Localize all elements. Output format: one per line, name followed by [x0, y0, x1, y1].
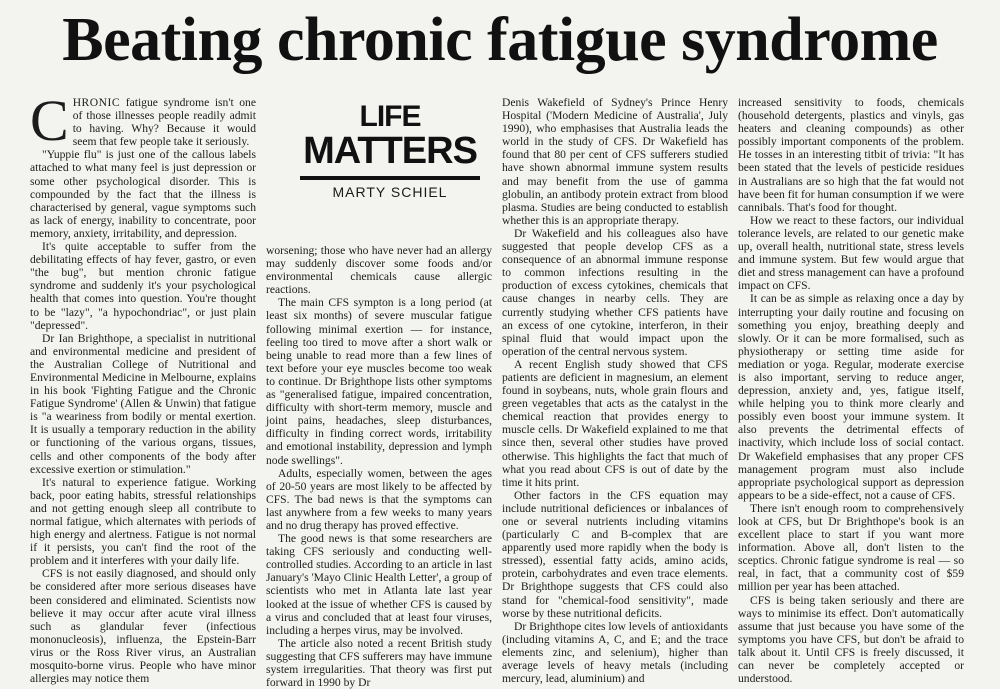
paragraph: It's natural to experience fatigue. Working back, poor eating habits, stressful relationships and not getting enough sleep all contribute to normal fatigue, which alternates with periods of high energy and alertness. Fatigue is not normal if it persists, you can't find the root of the problem and it interferes with your daily life.	[30, 475, 256, 568]
paragraph: "Yuppie flu" is just one of the callous labels attached to what many feel is just depression or some other psychological disorder. This is compounded by the fact that the illness is characterised by general, vague symptoms such as lack of energy, inability to concentrate, poor memory, anxiety, irritability, and depression.	[30, 148, 256, 240]
article-column-4	[738, 96, 964, 686]
article-column-1	[30, 88, 256, 686]
paragraph: Other factors in the CFS equation may include nutritional deficiences or inbalances of one or several nutrients including vitamins (particularly C and B-complex that are apparently used more rapidly when the body is stressed), essential fatty acids, amino acids, protein, carbohydrates and even trace elements. Dr Brighthope suggests that CFS could also stand for "chemical-food sensitivity", made worse by these nutritional deficits.	[502, 488, 728, 620]
paragraph	[30, 88, 256, 153]
paragraph: The article also noted a recent British study suggesting that CFS sufferers may have immune system irregularities. That theory was first put forward in 1990 by Dr	[266, 636, 492, 689]
paragraph: increased sensitivity to foods, chemicals (household detergents, plastics and vinyls, gas heaters and cleaning compounds) as other possibly important components of the problem. He tosses in an interesting titbit of trivia: "It has been stated that the levels of pesticide residues in Australians are so high that the fat would not have been fit for human consumption if we were cannibals. That's food for thought.	[738, 96, 964, 214]
paragraph: Dr Ian Brighthope, a specialist in nutritional and environmental medicine and president of the Australian College of Nutritional and Environmental Medicine in Melbourne, explains in his book 'Fighting Fatigue and the Chronic Fatigue Syndrome' (Allen & Unwin) that fatigue is "a weariness from bodily or mental exertion. It is usually a temporary reduction in the ability or functioning of the various organs, tissues, cells and other components of the body after excessive exertion or stimulation."	[30, 331, 256, 476]
paragraph: CFS is not easily diagnosed, and should only be considered after more serious diseases have been considered and eliminated. Scientists now believe it may occur after acute viral illness such as glandular fever (infectious mononucleosis), influenza, the Epstein-Barr virus or the Ross River virus, an Australian mosquito-borne virus. People who have minor allergies may notice them	[30, 567, 256, 686]
logo-line1: LIFE	[359, 100, 421, 133]
article-column-3	[502, 96, 728, 686]
paragraph: Denis Wakefield of Sydney's Prince Henry Hospital ('Modern Medicine of Australia', July 1990), who emphasises that Australia leads the world in the study of CFS. Dr Wakefield has found that 80 per cent of CFS sufferers studied have shown abnormal immune system results and may benefit from the use of gamma globulin, an antibody protein extract from blood plasma. Studies are being conducted to establish whether this is an appropriate therapy.	[502, 96, 728, 227]
paragraph-text: fatigue syndrome isn't one of those illnesses people readily admit to having. Why? Because it would seem that few people take it seriously.	[72, 96, 256, 149]
paragraph: The good news is that some researchers are taking CFS seriously and conducting well-controlled studies. According to an article in last January's 'Mayo Clinic Health Letter', a group of scientists who met in Atlanta late last year looked at the issue of whether CFS is caused by a virus and concluded that at least four viruses, including a herpes virus, may be involved.	[266, 532, 492, 637]
paragraph: Dr Brighthope cites low levels of antioxidants (including vitamins A, C, and E; and the trace elements zinc, and selenium), higher than average levels of heavy metals (including mercury, lead, aluminium) and	[502, 619, 728, 686]
paragraph: There isn't enough room to comprehensively look at CFS, but Dr Brighthope's book is an excellent place to start if you want more information. Above all, don't listen to the sceptics. Chronic fatigue syndrome is real — so real, in fact, that a community cost of $59 million per year has been attached.	[738, 501, 964, 594]
headline: Beating chronic fatigue syndrome	[62, 6, 938, 74]
byline: MARTY SCHIEL	[332, 184, 448, 200]
paragraph: The main CFS sympton is a long period (at least six months) of severe muscular fatigue following minimal exertion — for instance, feeling too tired to move after a short walk or being unable to read more than a few lines of text before your eye muscles become too weak to continue. Dr Brighthope lists other symptoms as "generalised fatigue, impaired concentration, difficulty with short-term memory, muscle and joint pains, headaches, sleep disturbances, difficulty in finding correct words, irritability and emotional instability, depression and lymph node swellings".	[266, 296, 492, 467]
paragraph: CFS is being taken seriously and there are ways to minimise its effect. Don't automatically assume that just because you have some of the symptoms you have CFS, but don't be afraid to talk about it. Until CFS is freely discussed, it can never be completely accepted or understood.	[738, 593, 964, 686]
paragraph: It can be as simple as relaxing once a day by interrupting your daily routine and focusing on something you enjoy, breathing deeply and slowly. Or it can be more formalised, such as physiotherapy or setting time aside for mediation or yoga. Regular, moderate exercise is also important, serving to reduce anger, depression, anxiety and, yes, fatigue itself, while helping you to think more clearly and possibly even boost your immune system. It also prevents the detrimental effects of inactivity, which include loss of social contact. Dr Wakefield emphasises that any proper CFS management program must also include appropriate psychological support as depression appears to be a side-effect, not a cause of CFS.	[738, 292, 964, 502]
paragraph: It's quite acceptable to suffer from the debilitating effects of hay fever, gastro, or even "the bug", but mention chronic fatigue syndrome and suddenly it's your psychological health that comes into question. You're thought to be "lazy", "a hypochondriac", or just plain "depressed".	[30, 240, 256, 332]
drop-cap: C	[30, 88, 69, 153]
lead-word: HRONIC	[72, 96, 121, 109]
paragraph: worsening; those who have never had an allergy may suddenly discover some foods and/or environmental chemicals cause allergic reactions.	[266, 244, 492, 297]
column-logo	[300, 100, 480, 230]
paragraph: How we react to these factors, our individual tolerance levels, are related to our genetic make up, overall health, nutritional state, stress levels and immune system. But few would argue that diet and stress management can have a profound impact on CFS.	[738, 213, 964, 293]
paragraph: Dr Wakefield and his colleagues also have suggested that people develop CFS as a consequence of an abnormal immune response to common infections resulting in the production of excess cytokines, chemicals that cause changes in nearby cells. They are currently studying whether CFS patients have an excess of one cytokine, interferon, in their spinal fluid that would impact upon the operation of the central nervous system.	[502, 226, 728, 358]
article-column-2	[266, 244, 492, 689]
logo-line2: MATTERS	[303, 130, 477, 172]
paragraph: A recent English study showed that CFS patients are deficient in magnesium, an element found in soybeans, nuts, whole grain flours and green vegetables that acts as the catalyst in the chemical reaction that provides energy to muscle cells. Dr Wakefield explained to me that since then, several other studies have proved otherwise. This highlights the fact that much of what you read about CFS is out of date by the time it hits print.	[502, 357, 728, 489]
paragraph: Adults, especially women, between the ages of 20-50 years are most likely to be affected by CFS. The bad news is that the symptoms can last anywhere from a few weeks to many years and no drug therapy has proved effective.	[266, 466, 492, 532]
logo-rule	[300, 176, 480, 180]
